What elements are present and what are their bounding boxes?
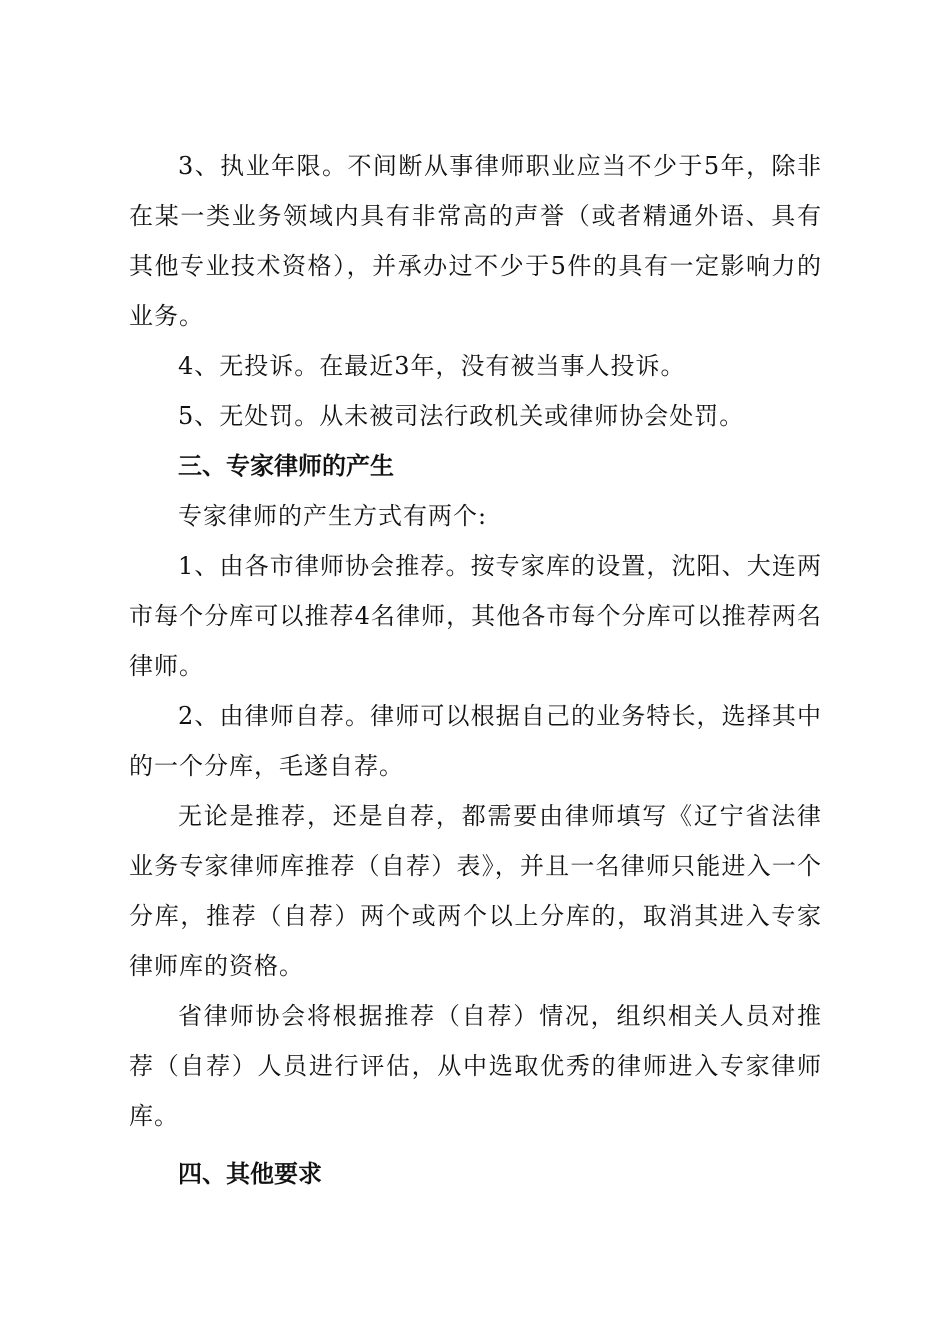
paragraph-no-penalties: 5、无处罚。从未被司法行政机关或律师协会处罚。: [178, 402, 745, 430]
paragraph-form-requirement: 无论是推荐，还是自荐，都需要由律师填写《辽宁省法律业务专家律师库推荐（自荐）表》，并且一名律师只能进入一个分库，推荐（自荐）两个或两个以上分库的，取消其进入专家律师库的资格。: [129, 802, 822, 980]
paragraph-no-complaints: 4、无投诉。在最近3年，没有被当事人投诉。: [178, 352, 686, 380]
section-heading-4: 四、其他要求: [178, 1160, 322, 1188]
paragraph-practice-years: 3、执业年限。不间断从事律师职业应当不少于5年，除非在某一类业务领域内具有非常高的声誉（或者精通外语、具有其他专业技术资格），并承办过不少于5件的具有一定影响力的业务。: [129, 152, 822, 330]
section-heading-3: 三、专家律师的产生: [178, 452, 394, 480]
document-body: [129, 141, 822, 1199]
paragraph-generation-methods: 专家律师的产生方式有两个:: [178, 502, 488, 530]
paragraph-self-recommendation: 2、由律师自荐。律师可以根据自己的业务特长，选择其中的一个分库，毛遂自荐。: [129, 702, 822, 780]
paragraph-city-recommendation: 1、由各市律师协会推荐。按专家库的设置，沈阳、大连两市每个分库可以推荐4名律师，其他各市每个分库可以推荐两名律师。: [129, 552, 822, 680]
paragraph-evaluation: 省律师协会将根据推荐（自荐）情况，组织相关人员对推荐（自荐）人员进行评估，从中选取优秀的律师进入专家律师库。: [129, 1002, 822, 1130]
